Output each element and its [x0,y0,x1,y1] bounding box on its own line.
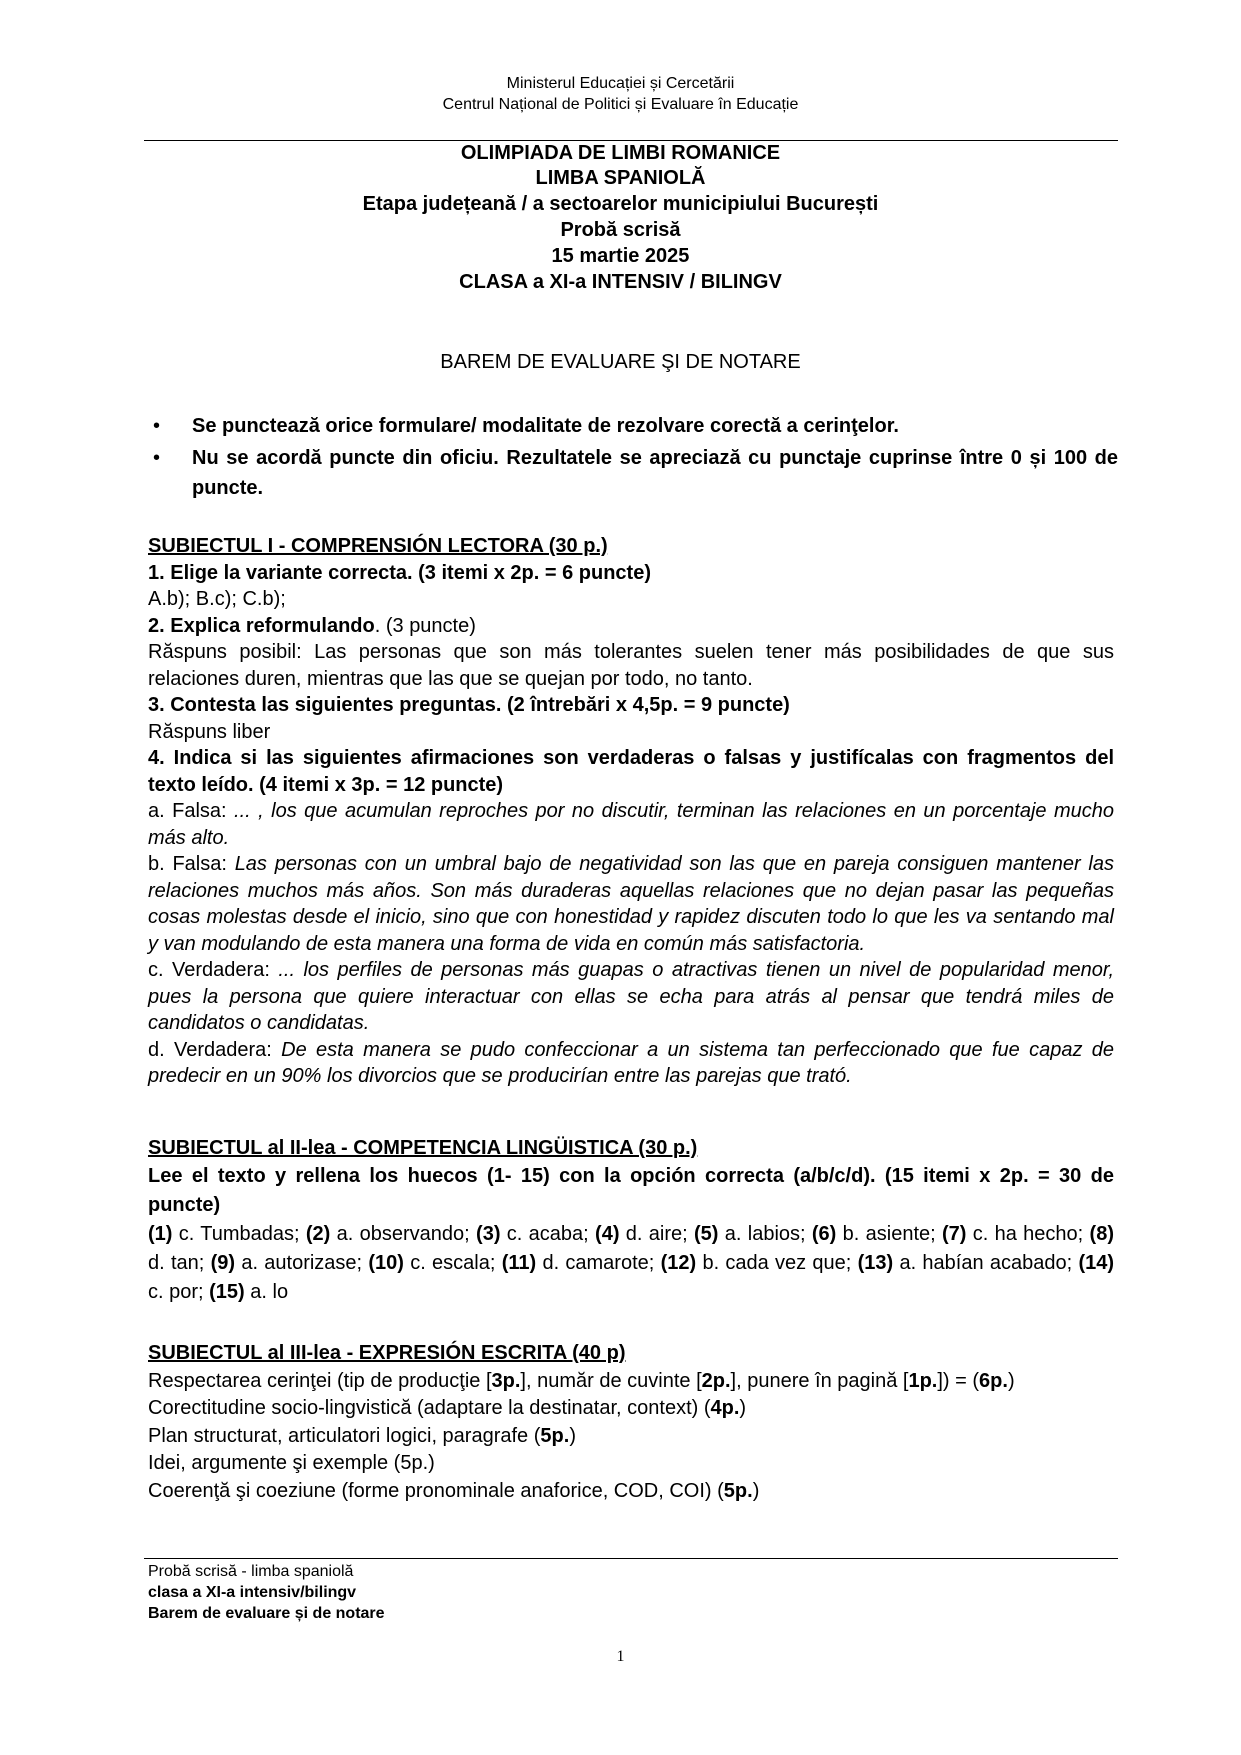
subject-1-heading: SUBIECTUL I - COMPRENSIÓN LECTORA (30 p.) [148,535,608,557]
answer-item: (4) d. aire; [595,1223,694,1245]
subject-2 [148,1134,1114,1307]
answer-item: (15) a. lo [209,1281,289,1303]
answer-item: (1) c. Tumbadas; [148,1223,306,1245]
language-title: LIMBA SPANIOLĂ [535,167,706,189]
answer-4d: d. Verdadera: De esta manera se pudo confeccionar a un sistema tan perfeccionado que fue capaz de predecir en un 90% los divorcios que se producirían entre las parejas que trató. [148,1038,1114,1087]
subject-2-answers [148,1220,1114,1307]
criterion-requirements: Respectarea cerinţei (tip de producţie [3p.], număr de cuvinte [2p.], punere în pagină [1p.]) = (6p.) [148,1369,1015,1392]
question-1: 1. Elige la variante correcta. (3 itemi x 2p. = 6 puncte) [148,561,651,584]
stage-title: Etapa județeană / a sectoarelor municipiului București [362,193,879,215]
footer-rule [144,1558,1118,1559]
subject-1 [148,533,1114,1090]
answer-item: (11) d. camarote; [501,1252,661,1274]
answer-item: (12) b. cada vez que; [660,1252,858,1274]
olympiad-title: OLIMPIADA DE LIMBI ROMANICE [460,142,781,164]
rule-bullet: • Nu se acordă puncte din oficiu. Rezultatele se apreciază cu punctaje cuprinse între 0 și 100 de puncte. [148,443,1118,503]
subject-3-heading: SUBIECTUL al III-lea - EXPRESIÓN ESCRITA (40 p) [148,1342,626,1364]
answer-item: (14) c. por; [148,1252,1115,1303]
subject-2-instructions: Lee el texto y rellena los huecos (1- 15) con la opción correcta (a/b/c/d). (15 itemi x 2p. = 30 de puncte) [148,1165,1114,1216]
criterion-ideas: Idei, argumente şi exemple (5p.) [148,1452,435,1474]
answer-item: (10) c. escala; [368,1252,502,1274]
answer-item: (2) a. observando; [305,1223,477,1245]
exam-date: 15 martie 2025 [551,245,690,267]
barem-title: BAREM DE EVALUARE ŞI DE NOTARE [440,351,801,373]
ministry-name: Ministerul Educației și Cercetării [506,75,735,92]
answer-item: (9) a. autorizase; [210,1252,369,1274]
exam-type: Probă scrisă [560,219,681,241]
rule-bullet: • Se punctează orice formulare/ modalitate de rezolvare corectă a cerinţelor. [148,411,1118,441]
question-4: 4. Indica si las siguientes afirmaciones son verdaderas o falsas y justifícalas con fragmentos del texto leído. (4 itemi x 3p. = 12 puncte) [148,747,1114,796]
bullet-icon: • [153,447,161,469]
footer-barem: Barem de evaluare și de notare [148,1605,385,1622]
answer-1: A.b); B.c); C.b); [148,588,286,610]
answer-item: (3) c. acaba; [476,1223,596,1245]
answer-item: (6) b. asiente; [811,1223,942,1245]
general-rules [148,411,1118,505]
class-title: CLASA a XI-a INTENSIV / BILINGV [459,271,782,293]
answer-2: Răspuns posibil: Las personas que son más tolerantes suelen tener más posibilidades de que sus relaciones duren, mientras que las que se quejan por todo, no tanto. [148,641,1114,690]
question-3: 3. Contesta las siguientes preguntas. (2 întrebări x 4,5p. = 9 puncte) [148,694,790,716]
answer-4c: c. Verdadera: ... los perfiles de personas más guapas o atractivas tienen un nivel de popularidad menor, pues la persona que quiere interactuar con ellas se echa para atrás al pensar que tendrá miles de candidatos o candidatas. [148,959,1114,1034]
center-name: Centrul Național de Politici și Evaluare în Educație [442,96,799,113]
answer-item: (8) d. tan; [148,1223,1114,1274]
answer-3: Răspuns liber [148,720,271,743]
answer-item: (13) a. habían acabado; [857,1252,1079,1274]
footer-class: clasa a XI-a intensiv/bilingv [148,1584,357,1601]
question-2: 2. Explica reformulando. (3 puncte) [148,614,476,637]
answer-4b: b. Falsa: Las personas con un umbral bajo de negatividad son las que en pareja consiguen mantener las relaciones muchos más años. Son más duraderas aquellas relaciones que no dejan pasar las pequeñas cosas molestas desde el inicio, sino que con honestidad y rapidez discuten todo lo que les va sentando mal y van modulando de esta manera una forma de vida en común más satisfactoria. [148,853,1114,955]
answer-item: (7) c. ha hecho; [942,1223,1090,1245]
criterion-coherence: Coerenţă şi coeziune (forme pronominale anaforice, COD, COI) (5p.) [148,1479,760,1502]
subject-2-heading: SUBIECTUL al II-lea - COMPETENCIA LINGÜISTICA (30 p.) [148,1137,698,1159]
criterion-sociolinguistic: Corectitudine socio-lingvistică (adaptare la destinatar, context) (4p.) [148,1397,747,1419]
page-number: 1 [616,1648,625,1665]
subject-3 [148,1340,1114,1505]
criterion-structure: Plan structurat, articulatori logici, paragrafe (5p.) [148,1424,576,1447]
answer-item: (5) a. labios; [694,1223,812,1245]
bullet-icon: • [153,415,161,437]
footer-exam: Probă scrisă - limba spaniolă [148,1563,354,1580]
answer-4a: a. Falsa: ... , los que acumulan reproches por no discutir, terminan las relaciones en un porcentaje mucho más alto. [148,800,1114,849]
